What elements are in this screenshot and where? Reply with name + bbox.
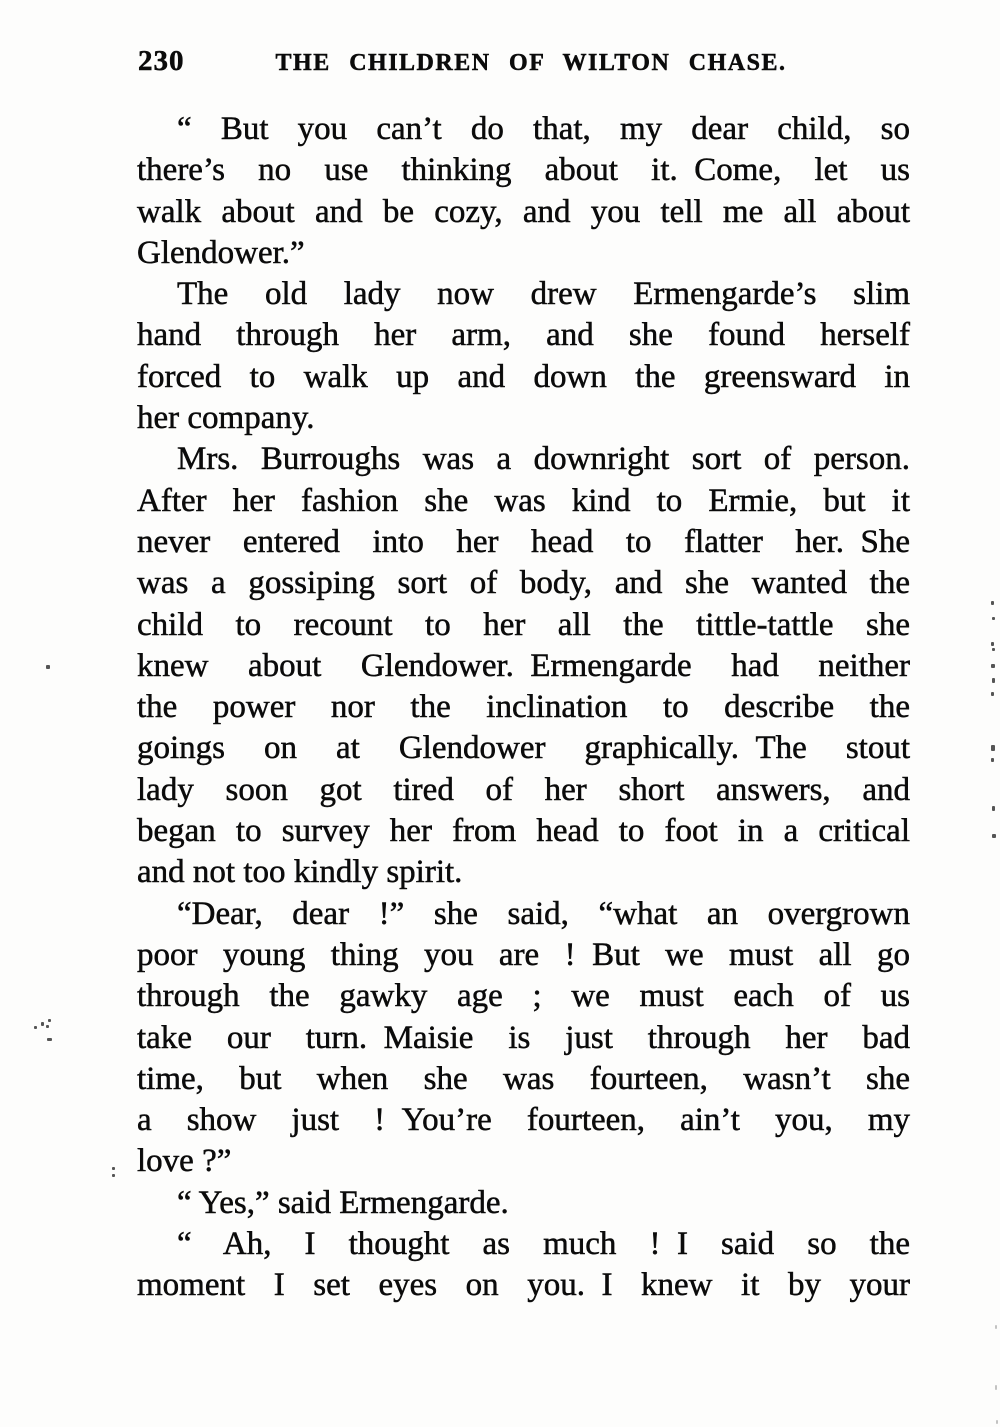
running-title: THE CHILDREN OF WILTON CHASE. (275, 50, 787, 76)
scan-speck (995, 1325, 997, 1329)
scan-speck (991, 601, 994, 605)
text-line: and not too kindly spirit. (137, 854, 463, 891)
paragraph (137, 1224, 910, 1307)
text-line: Glendower.” (137, 234, 305, 271)
scan-speck (992, 617, 995, 620)
text-line: was a gossiping sort of body, and she wanted the (137, 565, 910, 602)
text-line: time, but when she was fourteen, wasn’t she (137, 1060, 910, 1097)
text-line: began to survey her from head to foot in a critical (137, 813, 910, 850)
scan-speck (991, 642, 994, 646)
paragraph (137, 1183, 910, 1224)
text-line: The old lady now drew Ermengarde’s slim (177, 276, 910, 313)
text-line: goings on at Glendower graphically. The stout (137, 730, 910, 767)
scan-speck (991, 745, 995, 751)
text-line: a show just ! You’re fourteen, ain’t you, my (137, 1102, 910, 1139)
text-line: After her fashion she was kind to Ermie, but it (137, 482, 910, 519)
page-number: 230 (138, 45, 185, 77)
paragraph (137, 439, 910, 893)
scan-speck (995, 1385, 997, 1390)
page-header (0, 0, 1000, 90)
text-line: child to recount to her all the tittle-tattle she (137, 606, 910, 643)
paragraph (137, 894, 910, 1183)
text-line: “ Yes,” said Ermengarde. (177, 1184, 509, 1221)
text-line: take our turn. Maisie is just through her bad (137, 1019, 910, 1056)
scan-speck (992, 834, 996, 838)
scan-speck (996, 1420, 998, 1424)
body-text (137, 109, 910, 1307)
scan-speck (991, 692, 994, 696)
text-line: poor young thing you are ! But we must all go (137, 936, 910, 973)
text-line: moment I set eyes on you. I knew it by your (137, 1267, 910, 1304)
scan-speck (991, 758, 994, 762)
text-line: through the gawky age ; we must each of us (137, 978, 910, 1015)
text-line: knew about Glendower. Ermengarde had neither (137, 647, 910, 684)
scan-speck (47, 1038, 52, 1041)
text-line: there’s no use thinking about it. Come, let us (137, 152, 910, 189)
scan-speck (34, 1026, 37, 1029)
paragraph (137, 274, 910, 439)
text-line: her company. (137, 400, 315, 437)
text-line: Mrs. Burroughs was a downright sort of person. (177, 441, 910, 478)
scan-speck (992, 678, 995, 683)
text-line: lady soon got tired of her short answers, and (137, 771, 910, 808)
text-line: forced to walk up and down the greensward in (137, 358, 910, 395)
paragraph (137, 109, 910, 274)
scan-speck (992, 806, 995, 811)
text-line: never entered into her head to flatter her. She (137, 523, 910, 560)
scan-speck (48, 1019, 51, 1022)
scan-speck (991, 664, 995, 668)
scan-speck (992, 648, 995, 651)
text-line: the power nor the inclination to describe the (137, 689, 910, 726)
text-line: hand through her arm, and she found herself (137, 317, 910, 354)
text-line: love ?” (137, 1143, 232, 1180)
text-line: “ But you can’t do that, my dear child, so (177, 111, 910, 147)
text-line: walk about and be cozy, and you tell me all about (137, 193, 910, 230)
text-line: “Dear, dear !” she said, “what an overgrown (177, 895, 910, 932)
scan-speck (112, 1174, 115, 1177)
scan-speck (41, 1022, 44, 1026)
scan-speck (112, 1167, 115, 1170)
scan-speck (46, 1025, 49, 1028)
scan-speck (46, 665, 50, 669)
text-line: “ Ah, I thought as much ! I said so the (177, 1226, 910, 1263)
